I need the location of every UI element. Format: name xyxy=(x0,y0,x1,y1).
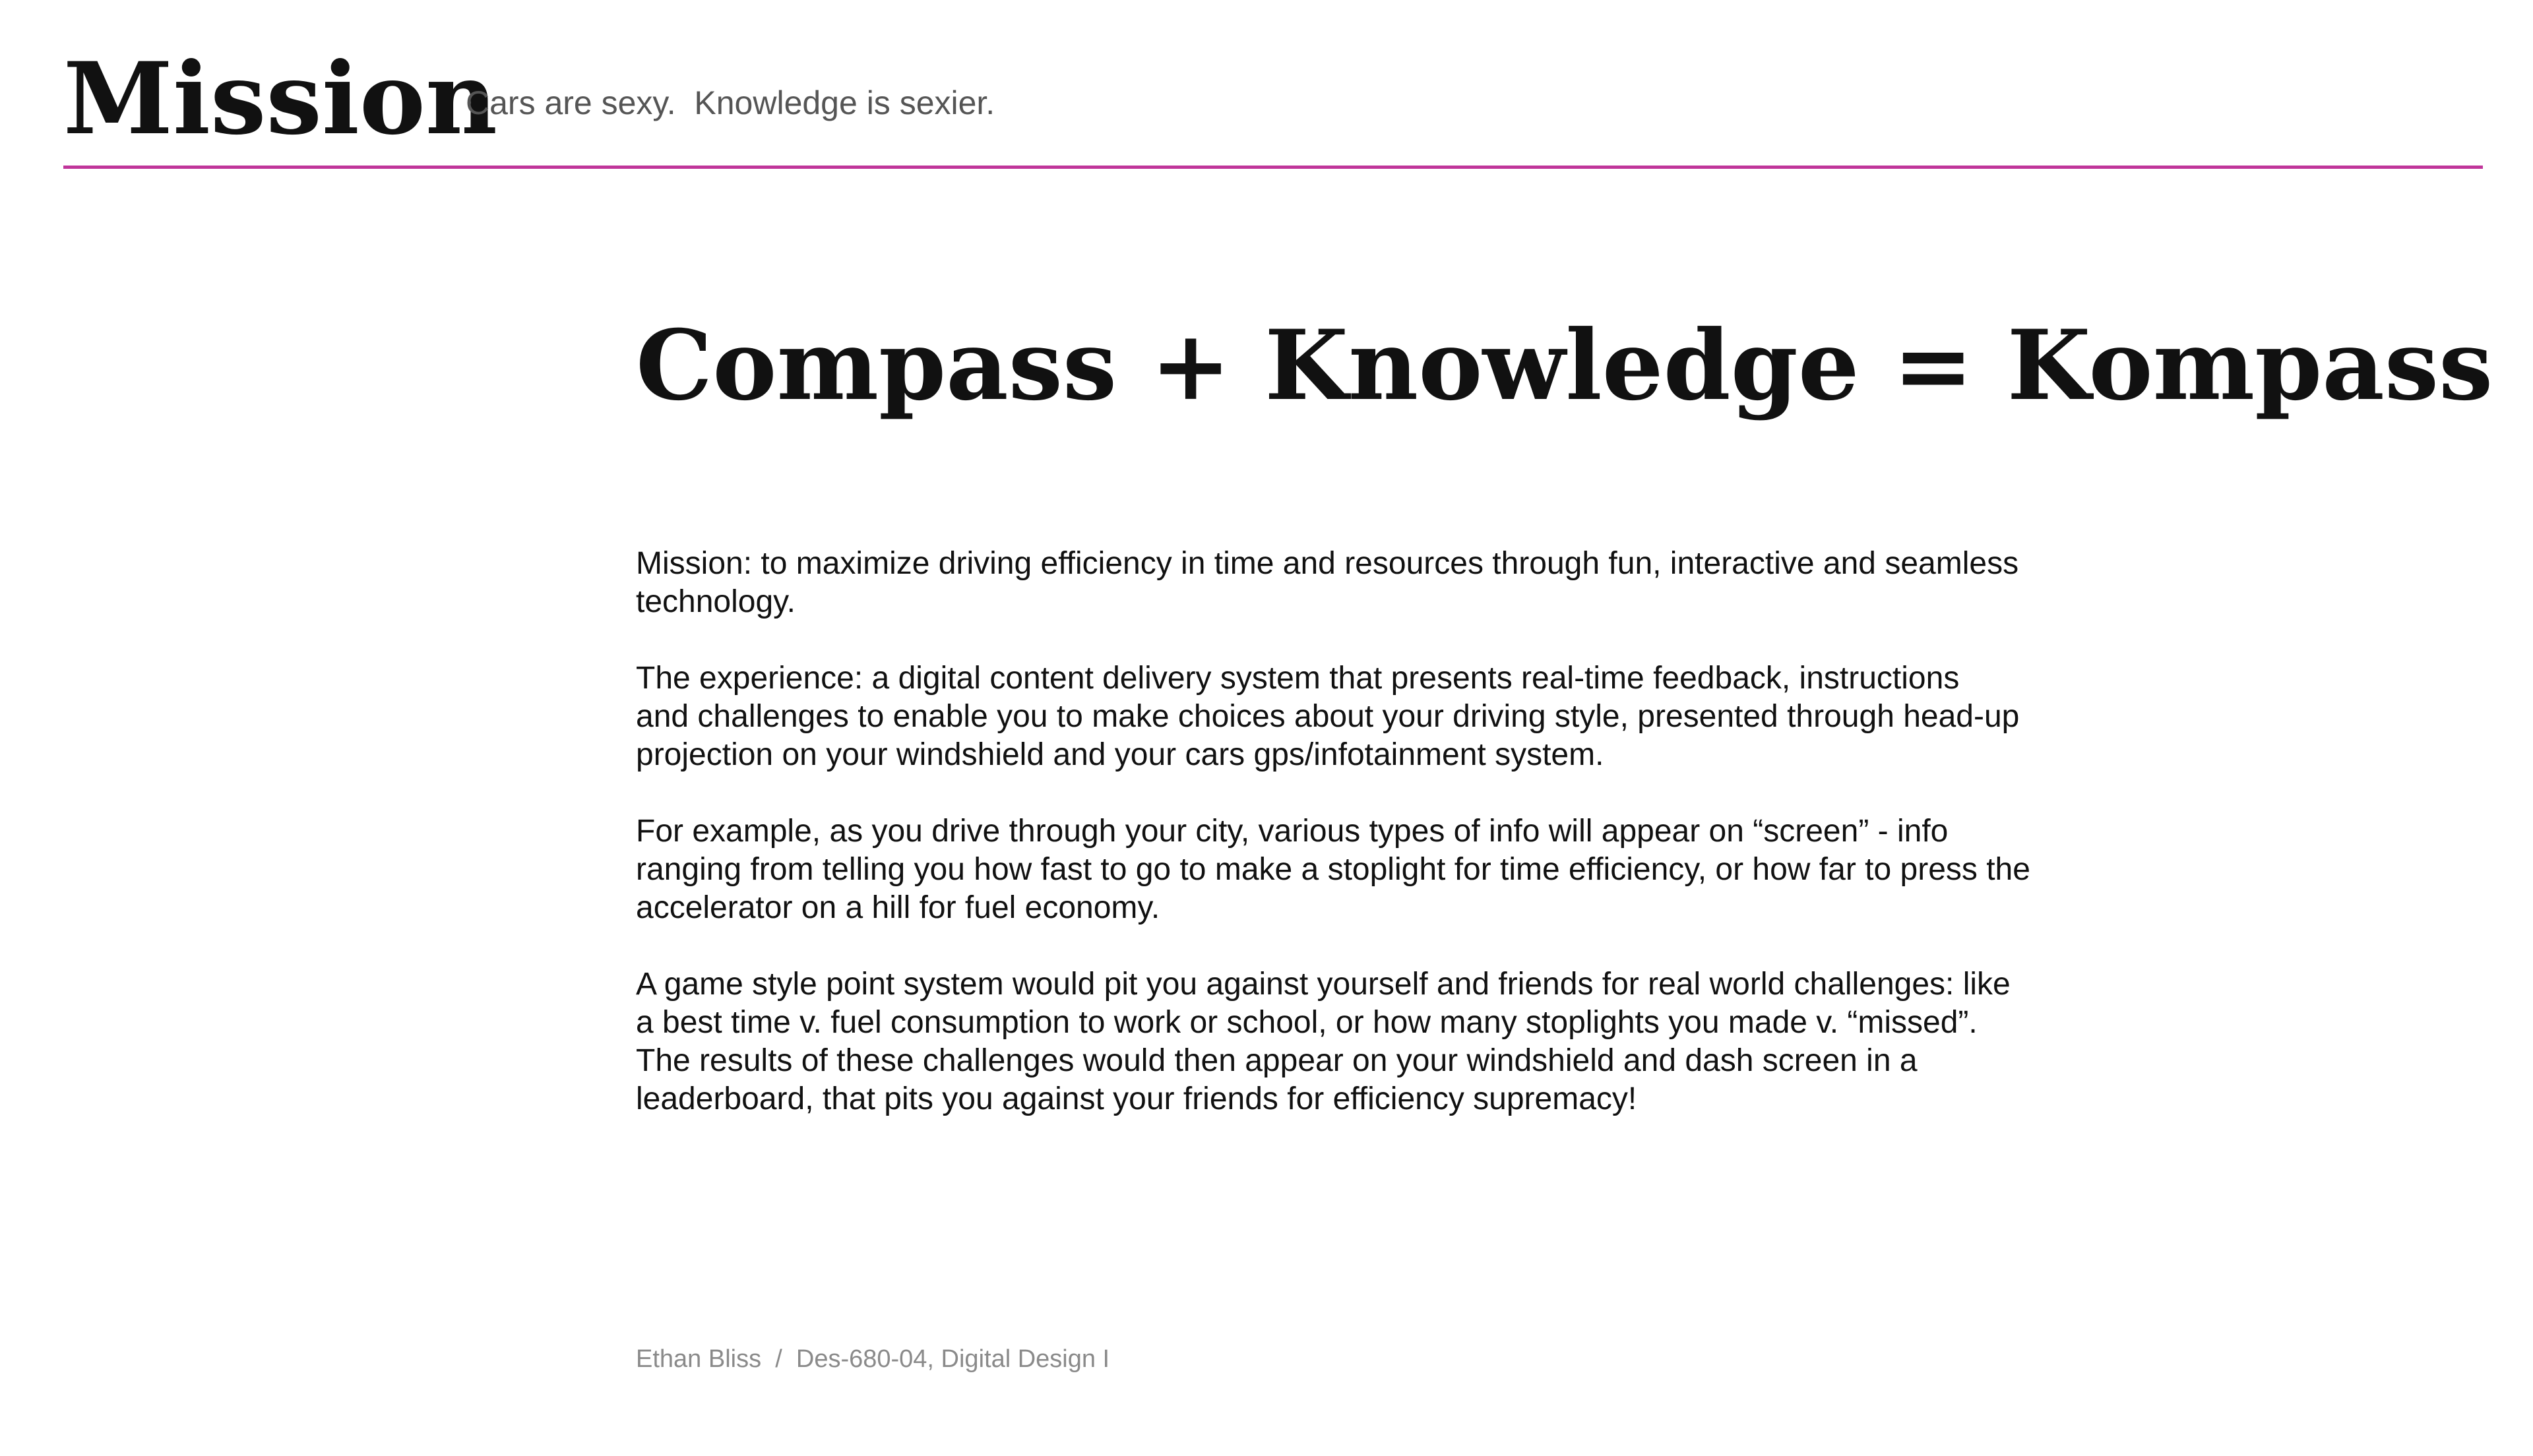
text-line: a best time v. fuel consumption to work or school, or how many stoplights you made v. “missed”. xyxy=(636,1005,1978,1040)
slide-content xyxy=(636,0,2493,1456)
text-line: projection on your windshield and your cars gps/infotainment system. xyxy=(636,737,1604,772)
text-line: accelerator on a hill for fuel economy. xyxy=(636,890,1160,925)
main-heading: Compass + Knowledge = Kompass xyxy=(636,309,2493,422)
text-line: The results of these challenges would then appear on your windshield and dash screen in a xyxy=(636,1043,1918,1078)
text-line: and challenges to enable you to make choices about your driving style, presented through head-up xyxy=(636,699,2020,734)
paragraph-game xyxy=(636,965,2127,1118)
text-line: The experience: a digital content delivery system that presents real-time feedback, instructions xyxy=(636,661,1960,696)
paragraph-example xyxy=(636,812,2127,927)
slide-tagline: Cars are sexy. Knowledge is sexier. xyxy=(466,84,995,121)
text-line: leaderboard, that pits you against your friends for efficiency supremacy! xyxy=(636,1081,1637,1116)
text-line: Mission: to maximize driving efficiency in time and resources through fun, interactive and seamless xyxy=(636,546,2019,581)
slide-title: Mission xyxy=(63,41,498,157)
text-line: technology. xyxy=(636,584,796,619)
text-line: For example, as you drive through your city, various types of info will appear on “screen” - info xyxy=(636,814,1949,849)
paragraph-mission xyxy=(636,545,2127,621)
footer-credit: Ethan Bliss / Des-680-04, Digital Design I xyxy=(636,1345,1110,1373)
text-line: ranging from telling you how fast to go to make a stoplight for time efficiency, or how far to press the xyxy=(636,852,2030,887)
text-line: A game style point system would pit you against yourself and friends for real world challenges: like xyxy=(636,967,2011,1002)
body-text xyxy=(636,545,2127,1157)
paragraph-experience xyxy=(636,659,2127,774)
